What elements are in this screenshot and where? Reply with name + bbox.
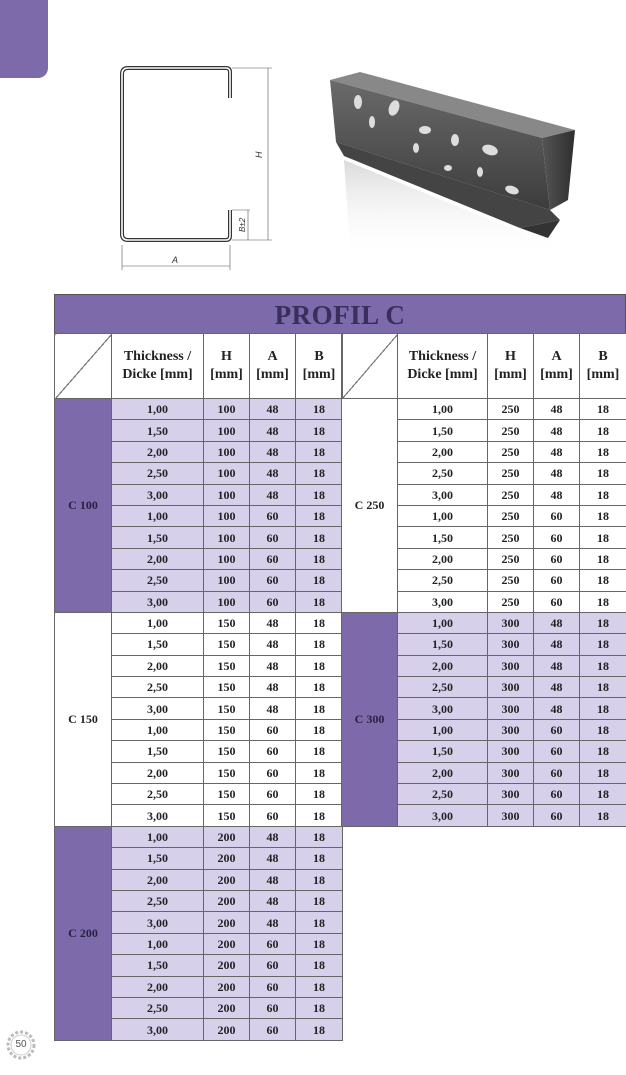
cell-thickness: 2,50 [112, 570, 204, 591]
cell-a: 60 [534, 741, 580, 762]
cell-b: 18 [296, 976, 343, 997]
table-row [55, 399, 343, 420]
cell-a: 48 [250, 441, 296, 462]
cell-a: 60 [250, 505, 296, 526]
cell-a: 48 [250, 698, 296, 719]
header-h: H [mm] [204, 334, 250, 399]
cell-h: 250 [488, 420, 534, 441]
cell-thickness: 2,00 [112, 441, 204, 462]
cell-a: 48 [534, 698, 580, 719]
c-profile-drawing [110, 60, 280, 275]
cell-h: 100 [204, 399, 250, 420]
cell-b: 18 [580, 805, 626, 826]
right-table [341, 333, 626, 827]
cell-b: 18 [296, 955, 343, 976]
cell-b: 18 [296, 399, 343, 420]
group-label: C 200 [55, 826, 112, 1040]
cell-thickness: 1,50 [112, 527, 204, 548]
cell-h: 100 [204, 591, 250, 612]
group-label: C 250 [342, 399, 398, 613]
cell-h: 100 [204, 548, 250, 569]
cell-thickness: 2,50 [398, 570, 488, 591]
cell-a: 60 [250, 805, 296, 826]
cell-a: 48 [250, 484, 296, 505]
cell-a: 60 [534, 570, 580, 591]
cell-h: 200 [204, 976, 250, 997]
cell-b: 18 [580, 677, 626, 698]
cell-thickness: 2,00 [112, 548, 204, 569]
cell-b: 18 [296, 548, 343, 569]
cell-b: 18 [296, 570, 343, 591]
cell-thickness: 1,00 [112, 612, 204, 633]
cell-a: 48 [534, 399, 580, 420]
header-thickness: Thickness / Dicke [mm] [112, 334, 204, 399]
cell-h: 100 [204, 463, 250, 484]
cell-thickness: 2,00 [112, 869, 204, 890]
cell-thickness: 2,50 [398, 784, 488, 805]
cell-b: 18 [580, 548, 626, 569]
page-number-badge [4, 1028, 38, 1062]
cell-h: 100 [204, 570, 250, 591]
cell-thickness: 3,00 [112, 1019, 204, 1040]
cell-b: 18 [296, 805, 343, 826]
cell-a: 48 [534, 463, 580, 484]
cell-b: 18 [296, 890, 343, 911]
cell-a: 60 [534, 762, 580, 783]
cell-a: 48 [250, 420, 296, 441]
cell-thickness: 2,00 [398, 762, 488, 783]
cell-thickness: 1,50 [398, 527, 488, 548]
cell-thickness: 2,00 [112, 976, 204, 997]
cell-b: 18 [580, 420, 626, 441]
cell-h: 250 [488, 548, 534, 569]
cell-thickness: 1,50 [398, 420, 488, 441]
cell-b: 18 [580, 741, 626, 762]
cell-h: 300 [488, 784, 534, 805]
cell-b: 18 [580, 698, 626, 719]
cell-b: 18 [580, 570, 626, 591]
cell-b: 18 [296, 420, 343, 441]
cell-h: 100 [204, 527, 250, 548]
cell-thickness: 1,00 [398, 399, 488, 420]
cell-b: 18 [296, 784, 343, 805]
cell-h: 150 [204, 655, 250, 676]
cell-a: 60 [534, 548, 580, 569]
cell-thickness: 1,00 [112, 505, 204, 526]
cell-h: 150 [204, 741, 250, 762]
cell-a: 48 [534, 612, 580, 633]
cell-b: 18 [296, 912, 343, 933]
cell-thickness: 2,00 [398, 655, 488, 676]
cell-h: 200 [204, 826, 250, 847]
left-table [54, 333, 343, 1041]
cell-b: 18 [580, 484, 626, 505]
cell-b: 18 [580, 612, 626, 633]
cell-b: 18 [296, 441, 343, 462]
cell-b: 18 [296, 655, 343, 676]
cell-b: 18 [296, 933, 343, 954]
group-label: C 300 [342, 612, 398, 826]
cell-a: 60 [534, 719, 580, 740]
cell-b: 18 [580, 784, 626, 805]
dimension-h-label: H [254, 151, 264, 158]
cell-a: 48 [534, 634, 580, 655]
cell-a: 48 [534, 420, 580, 441]
cell-h: 300 [488, 762, 534, 783]
cell-a: 48 [250, 634, 296, 655]
cell-b: 18 [296, 741, 343, 762]
cell-h: 250 [488, 591, 534, 612]
table-row [342, 612, 626, 633]
cell-h: 300 [488, 805, 534, 826]
cell-b: 18 [580, 655, 626, 676]
group-label: C 150 [55, 612, 112, 826]
cell-thickness: 3,00 [112, 805, 204, 826]
cell-thickness: 3,00 [398, 484, 488, 505]
cell-a: 60 [250, 762, 296, 783]
cell-a: 60 [250, 548, 296, 569]
cell-h: 200 [204, 890, 250, 911]
header-corner [342, 334, 398, 399]
table-row [55, 612, 343, 633]
cell-h: 200 [204, 955, 250, 976]
header-a: A [mm] [534, 334, 580, 399]
header-b: B [mm] [296, 334, 343, 399]
table-row [55, 826, 343, 847]
cell-h: 300 [488, 612, 534, 633]
group-label: C 100 [55, 399, 112, 613]
cell-a: 60 [250, 784, 296, 805]
cell-a: 60 [534, 527, 580, 548]
cell-thickness: 3,00 [112, 698, 204, 719]
cell-thickness: 2,50 [112, 463, 204, 484]
cell-h: 250 [488, 527, 534, 548]
cell-thickness: 3,00 [398, 591, 488, 612]
cell-thickness: 2,50 [112, 677, 204, 698]
cell-h: 250 [488, 505, 534, 526]
cell-h: 150 [204, 612, 250, 633]
table-title: PROFIL C [54, 294, 626, 334]
cell-a: 48 [250, 655, 296, 676]
cell-thickness: 2,50 [398, 463, 488, 484]
cell-thickness: 1,50 [112, 420, 204, 441]
cell-thickness: 3,00 [398, 805, 488, 826]
table-row [342, 399, 626, 420]
cell-b: 18 [580, 441, 626, 462]
header-corner [55, 334, 112, 399]
cell-h: 250 [488, 441, 534, 462]
cell-h: 150 [204, 805, 250, 826]
cell-thickness: 2,00 [112, 762, 204, 783]
cell-h: 200 [204, 869, 250, 890]
cell-thickness: 3,00 [398, 698, 488, 719]
cell-a: 48 [534, 677, 580, 698]
cell-h: 300 [488, 634, 534, 655]
cell-a: 48 [250, 677, 296, 698]
cell-b: 18 [296, 719, 343, 740]
cell-b: 18 [580, 634, 626, 655]
cell-thickness: 1,50 [112, 848, 204, 869]
cell-thickness: 1,50 [112, 741, 204, 762]
cell-thickness: 1,00 [398, 612, 488, 633]
cell-thickness: 3,00 [112, 484, 204, 505]
cell-b: 18 [296, 484, 343, 505]
cell-h: 250 [488, 570, 534, 591]
cell-h: 100 [204, 484, 250, 505]
cell-a: 48 [250, 399, 296, 420]
cell-thickness: 2,00 [398, 548, 488, 569]
cell-b: 18 [580, 591, 626, 612]
cell-b: 18 [296, 848, 343, 869]
cell-thickness: 2,00 [398, 441, 488, 462]
profil-c-table [54, 294, 626, 334]
cell-a: 48 [534, 484, 580, 505]
cell-h: 150 [204, 677, 250, 698]
cell-thickness: 1,50 [112, 634, 204, 655]
cell-h: 300 [488, 719, 534, 740]
cell-b: 18 [580, 399, 626, 420]
cell-a: 60 [534, 505, 580, 526]
cell-thickness: 3,00 [112, 591, 204, 612]
cell-b: 18 [580, 719, 626, 740]
cell-a: 48 [534, 441, 580, 462]
cell-thickness: 1,50 [112, 955, 204, 976]
cell-h: 100 [204, 441, 250, 462]
cell-b: 18 [296, 762, 343, 783]
cell-h: 200 [204, 997, 250, 1018]
cell-h: 300 [488, 677, 534, 698]
cell-h: 200 [204, 912, 250, 933]
cell-h: 250 [488, 399, 534, 420]
cell-a: 60 [534, 591, 580, 612]
cell-h: 250 [488, 484, 534, 505]
cell-b: 18 [296, 634, 343, 655]
cell-b: 18 [296, 527, 343, 548]
cell-a: 60 [250, 976, 296, 997]
cell-a: 60 [534, 805, 580, 826]
cell-thickness: 2,00 [112, 655, 204, 676]
cell-thickness: 2,50 [112, 890, 204, 911]
cell-a: 60 [250, 570, 296, 591]
cell-a: 48 [250, 612, 296, 633]
cell-b: 18 [296, 997, 343, 1018]
cell-a: 60 [534, 784, 580, 805]
cell-thickness: 2,50 [398, 677, 488, 698]
cell-a: 60 [250, 933, 296, 954]
cell-b: 18 [296, 826, 343, 847]
cell-thickness: 2,50 [112, 784, 204, 805]
cell-a: 60 [250, 719, 296, 740]
cell-thickness: 1,00 [112, 933, 204, 954]
cell-a: 60 [250, 591, 296, 612]
dimension-a-label: A [172, 255, 179, 265]
cell-b: 18 [296, 463, 343, 484]
cell-a: 60 [250, 1019, 296, 1040]
dimension-b-label: B±2 [238, 217, 247, 232]
cell-b: 18 [296, 698, 343, 719]
cell-thickness: 1,00 [112, 719, 204, 740]
cell-b: 18 [296, 1019, 343, 1040]
cell-a: 48 [250, 826, 296, 847]
cell-a: 60 [250, 997, 296, 1018]
header-h: H [mm] [488, 334, 534, 399]
cell-h: 150 [204, 719, 250, 740]
cell-a: 48 [250, 912, 296, 933]
cell-b: 18 [580, 762, 626, 783]
cell-a: 60 [250, 741, 296, 762]
cell-thickness: 3,00 [112, 912, 204, 933]
cell-a: 48 [250, 463, 296, 484]
page-number: 50 [15, 1039, 27, 1050]
header-a: A [mm] [250, 334, 296, 399]
cell-b: 18 [296, 869, 343, 890]
cell-h: 100 [204, 420, 250, 441]
cell-b: 18 [296, 591, 343, 612]
cell-h: 200 [204, 848, 250, 869]
cell-h: 300 [488, 698, 534, 719]
cell-h: 150 [204, 698, 250, 719]
cell-b: 18 [296, 612, 343, 633]
cell-h: 150 [204, 634, 250, 655]
section-letter: P [36, 56, 46, 72]
cell-h: 250 [488, 463, 534, 484]
c-profile-rendering [320, 60, 585, 275]
cell-h: 200 [204, 933, 250, 954]
cell-b: 18 [580, 463, 626, 484]
cell-b: 18 [580, 505, 626, 526]
cell-a: 48 [250, 848, 296, 869]
cell-a: 60 [250, 955, 296, 976]
cell-a: 48 [250, 890, 296, 911]
cell-thickness: 1,00 [398, 505, 488, 526]
cell-a: 48 [250, 869, 296, 890]
header-thickness: Thickness / Dicke [mm] [398, 334, 488, 399]
cell-a: 60 [250, 527, 296, 548]
cell-thickness: 2,50 [112, 997, 204, 1018]
cell-h: 300 [488, 655, 534, 676]
cell-thickness: 1,00 [398, 719, 488, 740]
cell-thickness: 1,50 [398, 634, 488, 655]
cell-h: 150 [204, 784, 250, 805]
cell-b: 18 [296, 505, 343, 526]
cell-b: 18 [580, 527, 626, 548]
cell-thickness: 1,00 [112, 826, 204, 847]
cell-b: 18 [296, 677, 343, 698]
cell-h: 200 [204, 1019, 250, 1040]
cell-a: 48 [534, 655, 580, 676]
cell-thickness: 1,50 [398, 741, 488, 762]
header-b: B [mm] [580, 334, 626, 399]
cell-h: 100 [204, 505, 250, 526]
cell-h: 150 [204, 762, 250, 783]
cell-thickness: 1,00 [112, 399, 204, 420]
cell-h: 300 [488, 741, 534, 762]
